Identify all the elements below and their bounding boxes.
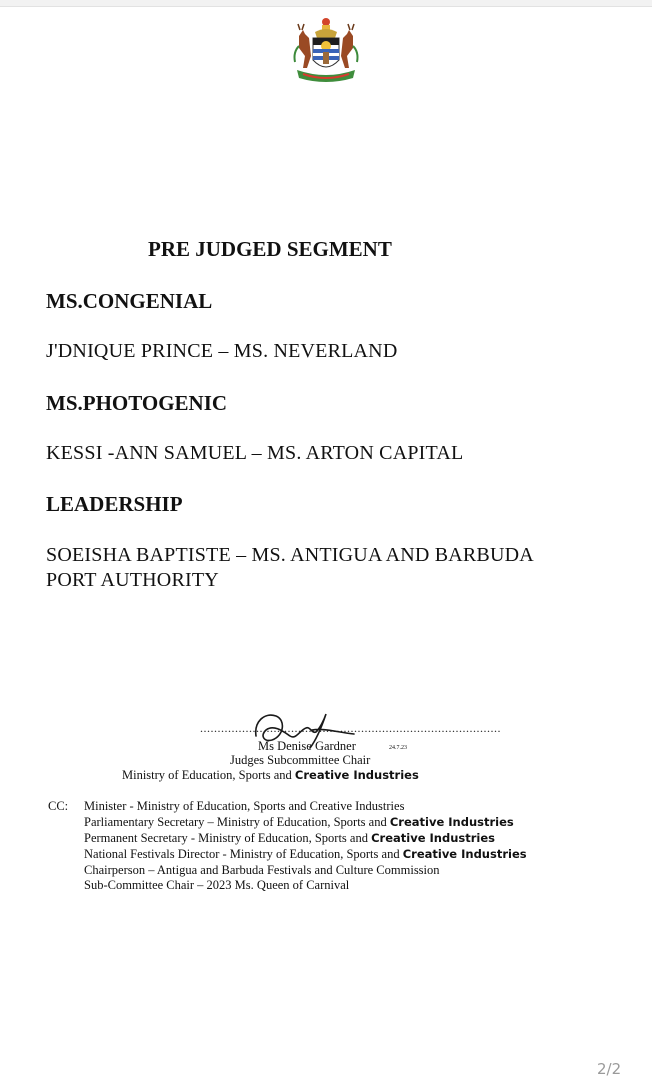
category-label-congenial: MS.CONGENIAL	[46, 289, 213, 313]
ministry-bold-text: Creative Industries	[294, 768, 419, 782]
cc-item-text: Chairperson – Antigua and Barbuda Festivals and Culture Commission	[84, 863, 440, 877]
signature-date: 24.7.23	[389, 745, 407, 751]
signatory-name: Ms Denise Gardner	[258, 739, 356, 753]
cc-item	[84, 815, 514, 830]
cc-label: CC:	[48, 799, 69, 813]
cc-item-text: Parliamentary Secretary – Ministry of Education, Sports and	[84, 815, 390, 829]
signatory-ministry	[122, 768, 419, 783]
category-winner-congenial: J'DNIQUE PRINCE – MS. NEVERLAND	[46, 340, 398, 362]
ministry-text: Ministry of Education, Sports and	[122, 768, 295, 782]
cc-item-text: Sub-Committee Chair – 2023 Ms. Queen of Carnival	[84, 878, 350, 892]
cc-item-text: National Festivals Director - Ministry of Education, Sports and	[84, 847, 403, 861]
viewer-top-bar	[0, 0, 652, 7]
category-label-leadership: LEADERSHIP	[46, 492, 183, 516]
cc-item-bold: Creative Industries	[402, 847, 527, 861]
signatory-role: Judges Subcommittee Chair	[230, 753, 371, 767]
cc-item	[84, 799, 404, 814]
cc-item	[84, 878, 349, 893]
cc-item-bold: Creative Industries	[389, 815, 514, 829]
cc-item-text: Permanent Secretary - Ministry of Education, Sports and	[84, 831, 372, 845]
cc-item-bold: Creative Industries	[371, 831, 495, 845]
signature-line: ......................................................................................	[200, 721, 501, 735]
document-title: PRE JUDGED SEGMENT	[148, 237, 392, 261]
cc-item	[84, 863, 440, 878]
cc-item	[84, 847, 527, 862]
page-indicator: 2/2	[597, 1060, 622, 1078]
coat-of-arms-icon	[289, 16, 363, 86]
category-winner-photogenic: KESSI -ANN SAMUEL – MS. ARTON CAPITAL	[46, 442, 464, 464]
category-label-photogenic: MS.PHOTOGENIC	[46, 391, 228, 415]
category-winner-leadership-line2: PORT AUTHORITY	[46, 569, 219, 591]
category-winner-leadership-line1: SOEISHA BAPTISTE – MS. ANTIGUA AND BARBUDA	[46, 544, 534, 566]
cc-item-text: Minister - Ministry of Education, Sports and Creative Industries	[84, 799, 405, 813]
cc-item	[84, 831, 495, 846]
